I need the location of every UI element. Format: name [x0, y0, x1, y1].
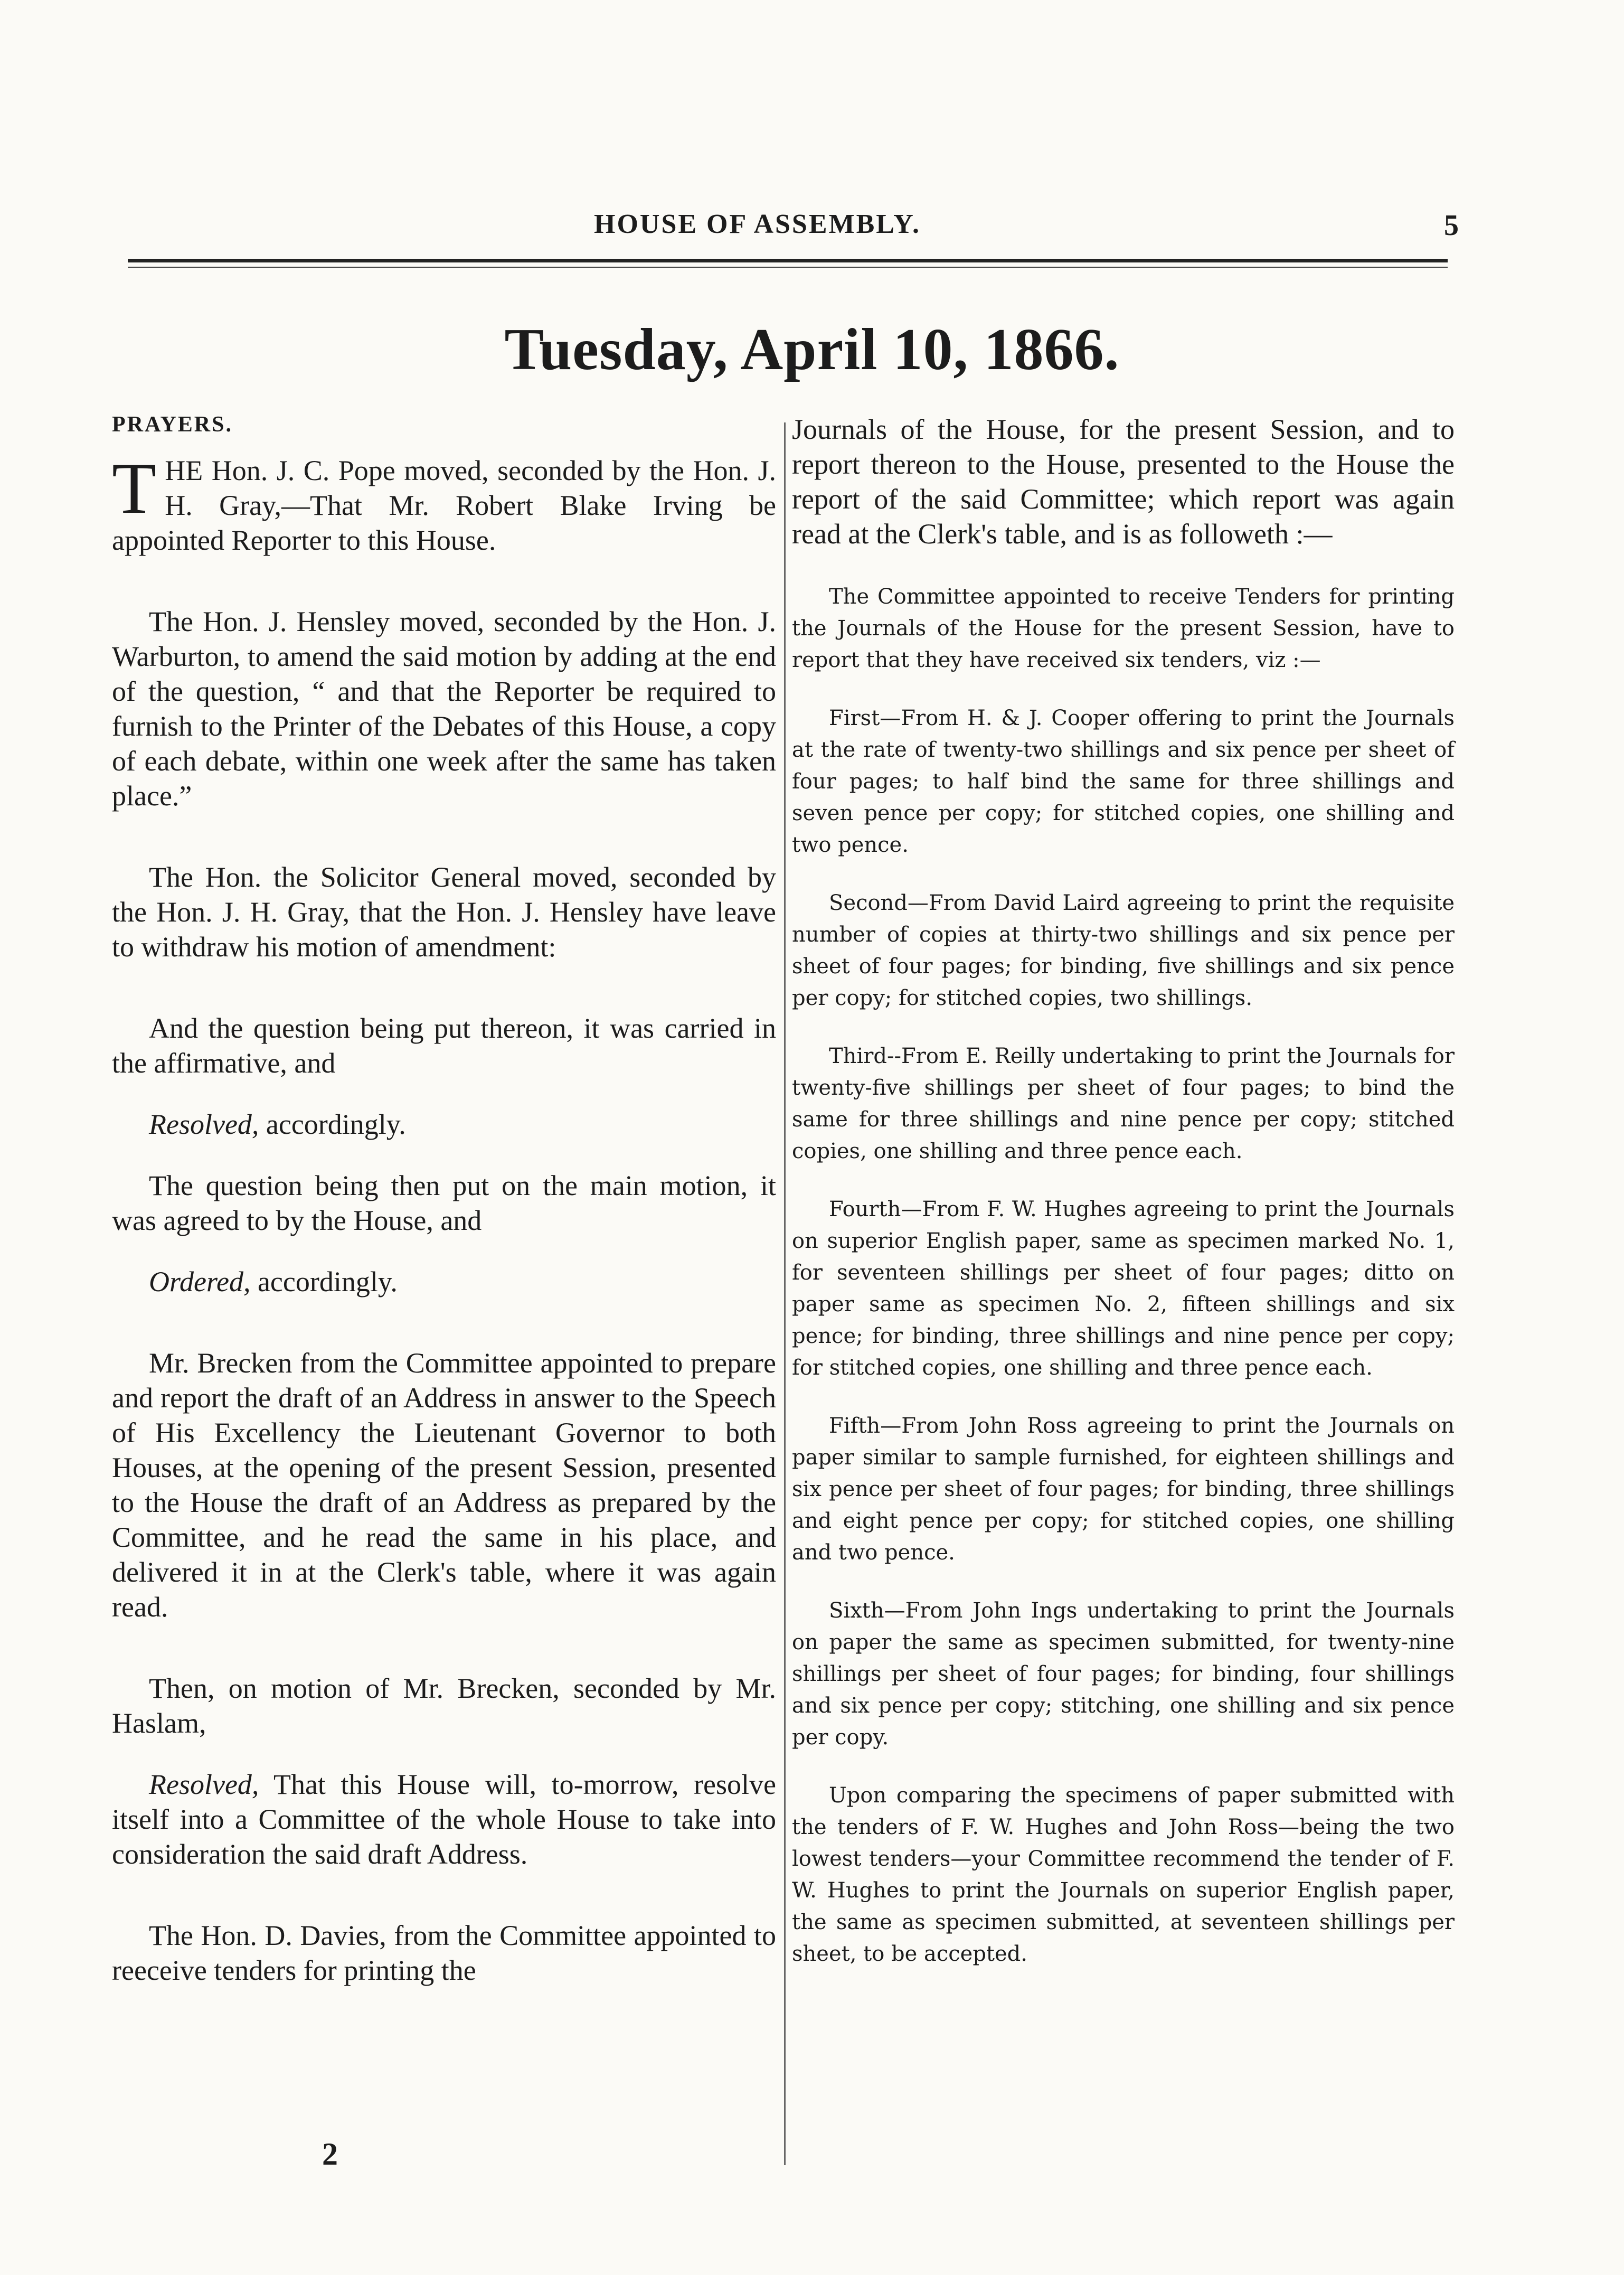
paragraph-solicitor-general: The Hon. the Solicitor General moved, seconded by the Hon. J. H. Gray, that the Hon. J. Hensley have leave to withdraw his motion of amendment:: [112, 861, 776, 963]
right-column: [792, 412, 1455, 1996]
report-paragraph: Fourth—From F. W. Hughes agreeing to print the Journals on superior English paper, same as specimen marked No. 1, for seventeen shillings per sheet of four pages; ditto on paper same as specimen No. 2, fifteen shillings and six pence; for binding, three shillings and nine pence per copy; for stitched copies, one shilling and three pence each.: [792, 1197, 1455, 1380]
paragraph-report-intro: Journals of the House, for the present Session, and to report thereon to the House, presented to the House the report of the said Committee; which report was again read at the Clerk's table, and is as followeth :—: [792, 413, 1455, 550]
report-paragraph: Third--From E. Reilly undertaking to print the Journals for twenty-five shillings per sheet of four pages; to bind the same for three shillings and nine pence per copy; stitched copies, one shilling and three pence each.: [792, 1044, 1455, 1163]
resolved-word: Resolved,: [149, 1108, 259, 1140]
report-paragraph: The Committee appointed to receive Tenders for printing the Journals of the House for the present Session, have to report that they have received six tenders, viz :—: [792, 585, 1455, 672]
header-rule-thin: [128, 267, 1448, 268]
prayers-label: PRAYERS.: [112, 412, 233, 437]
left-column: [112, 412, 776, 2034]
paragraph-pope-motion: [112, 448, 776, 558]
report-paragraph: Upon comparing the specimens of paper submitted with the tenders of F. W. Hughes and John Ross—being the two lowest tenders—your Committee recommend the tender of F. W. Hughes to print the Journals on superior English paper, the same as specimen submitted, at seventeen shillings per sheet, to be accepted.: [792, 1783, 1455, 1966]
resolved-rest: That this House will, to-morrow, resolve itself into a Committee of the whole House to take into consideration the said draft Address.: [112, 1769, 776, 1870]
signature-mark: 2: [322, 2137, 338, 2171]
paragraph-davies-committee: The Hon. D. Davies, from the Committee appointed to reeceive tenders for printing the: [112, 1920, 776, 1986]
report-paragraph: First—From H. & J. Cooper offering to print the Journals at the rate of twenty-two shillings and six pence per sheet of four pages; to half bind the same for three shillings and seven pence per copy; for stitched copies, one shilling and two pence.: [792, 706, 1455, 857]
report-paragraph: Sixth—From John Ings undertaking to print the Journals on paper the same as specimen submitted, for twenty-nine shillings per sheet of four pages; for binding, four shillings and six pence per copy; stitching, one shilling and six pence per copy.: [792, 1599, 1455, 1750]
date-heading: Tuesday, April 10, 1866.: [504, 317, 1120, 382]
paragraph-main-motion: The question being then put on the main motion, it was agreed to by the House, and: [112, 1170, 776, 1236]
page-number: 5: [1444, 209, 1459, 242]
report-paragraph: Second—From David Laird agreeing to print the requisite number of copies at thirty-two shillings and six pence per sheet of four pages; for binding, five shillings and six pence per copy; for stitched copies, two shillings.: [792, 891, 1455, 1010]
ordered-word: Ordered,: [149, 1266, 251, 1298]
resolved-rest: accordingly.: [259, 1108, 406, 1140]
paragraph-hensley-amendment: The Hon. J. Hensley moved, seconded by the Hon. J. Warburton, to amend the said motion by adding at the end of the question, “ and that the Reporter be required to furnish to the Printer of the Debates of this House, a copy of each debate, within one week after the same has taken place.”: [112, 606, 776, 812]
paragraph-resolved-2: [112, 1767, 776, 1872]
column-divider: [784, 422, 786, 2165]
paragraph-brecken-address: Mr. Brecken from the Committee appointed to prepare and report the draft of an Address in answer to the Speech of His Excellency the Lieutenant Governor to both Houses, at the opening of the present Session, presented to the House the draft of an Address as prepared by the Committee, and he read the same in his place, and delivered it in at the Clerk's table, where it was again read.: [112, 1347, 776, 1623]
header-rule-thick: [128, 259, 1448, 262]
paragraph-question-put: And the question being put thereon, it was carried in the affirmative, and: [112, 1012, 776, 1079]
running-head: HOUSE OF ASSEMBLY.: [594, 209, 921, 239]
paragraph-ordered: [112, 1264, 776, 1299]
drop-cap: T: [112, 448, 157, 529]
paragraph-resolved-1: [112, 1107, 776, 1142]
paragraph-brecken-motion: Then, on motion of Mr. Brecken, seconded by Mr. Haslam,: [112, 1672, 776, 1739]
resolved-word: Resolved,: [149, 1769, 259, 1800]
report-paragraph: Fifth—From John Ross agreeing to print the Journals on paper similar to sample furnished, for eighteen shillings and six pence per sheet of four pages; for binding, three shillings and eight pence per copy; for stitched copies, one shilling and two pence.: [792, 1414, 1455, 1565]
ordered-rest: accordingly.: [250, 1266, 398, 1298]
paragraph-text: HE Hon. J. C. Pope moved, seconded by the Hon. J. H. Gray,—That Mr. Robert Blake Irving be appointed Reporter to this House.: [112, 455, 776, 556]
